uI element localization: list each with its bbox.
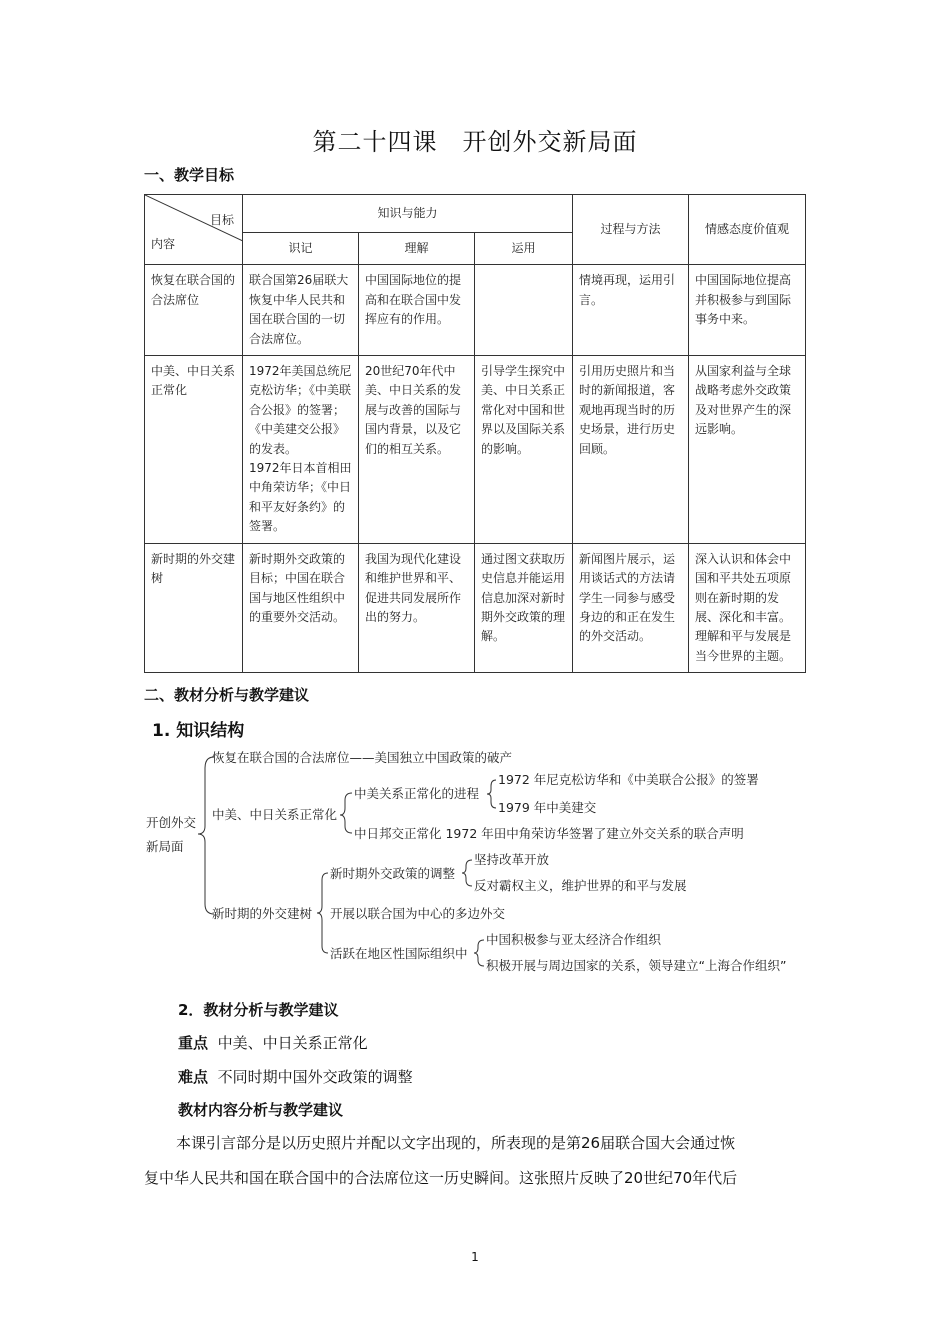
row3-apply: 通过图文获取历史信息并能运用信息加深对新时期外交政策的理解。 xyxy=(475,543,573,672)
tree-us-diplomatic-relations: 1979 年中美建交 xyxy=(498,800,597,815)
tree-sino-japan: 中日邦交正常化 1972 年田中角荣访华签署了建立外交关系的联合声明 xyxy=(354,826,744,841)
tree-sco: 积极开展与周边国家的关系，领导建立“上海合作组织” xyxy=(486,958,787,973)
row2-emotion: 从国家利益与全球战略考虑外交政策及对世界产生的深远影响。 xyxy=(689,356,806,544)
page-number: 1 xyxy=(471,1250,479,1264)
row1-content: 恢复在联合国的合法席位 xyxy=(145,265,243,356)
tree-branch-un-seat: 恢复在联合国的合法席位——美国独立中国政策的破产 xyxy=(212,750,513,765)
row2-understand: 20世纪70年代中美、中日关系的发展与改善的国际与国内背景，以及它们的相互关系。 xyxy=(359,356,475,544)
header-memory: 识记 xyxy=(243,233,359,265)
brace-b2a xyxy=(487,780,496,808)
tree-policy-adjustment: 新时期外交政策的调整 xyxy=(330,866,456,881)
row1-understand: 中国国际地位的提高和在联合国中发挥应有的作用。 xyxy=(359,265,475,356)
row2-apply: 引导学生探究中美、中日关系正常化对中国和世界以及国际关系的影响。 xyxy=(475,356,573,544)
section-heading-goals: 一、教学目标 xyxy=(144,166,235,184)
row3-memory: 新时期外交政策的目标；中国在联合国与地区性组织中的重要外交活动。 xyxy=(243,543,359,672)
header-emotion: 情感态度价值观 xyxy=(689,195,806,265)
header-apply: 运用 xyxy=(475,233,573,265)
row3-emotion: 深入认识和体会中国和平共处五项原则在新时期的发展、深化和丰富。理解和平与发展是当今世界的主题。 xyxy=(689,543,806,672)
brace-b3c xyxy=(474,940,484,966)
brace-b2 xyxy=(340,793,352,833)
tree-reform-opening: 坚持改革开放 xyxy=(474,852,550,867)
analysis-heading: 2．教材分析与教学建议 xyxy=(178,1001,339,1019)
goals-table xyxy=(144,194,806,673)
tree-branch-new-era: 新时期的外交建树 xyxy=(212,906,313,921)
row1-emotion: 中国国际地位提高并积极参与到国际事务中来。 xyxy=(689,265,806,356)
tree-multilateral: 开展以联合国为中心的多边外交 xyxy=(330,906,506,921)
row1-process: 情境再现，运用引言。 xyxy=(573,265,689,356)
brace-b3 xyxy=(317,873,328,953)
tree-root-line1: 开创外交 xyxy=(146,815,197,830)
tree-regional-orgs: 活跃在地区性国际组织中 xyxy=(330,946,468,961)
row1-memory: 联合国第26届联大恢复中华人民共和国在联合国的一切合法席位。 xyxy=(243,265,359,356)
tree-branch-normalization: 中美、中日关系正常化 xyxy=(212,807,338,822)
key-label: 重点 xyxy=(178,1034,209,1052)
tree-nixon-visit: 1972 年尼克松访华和《中美联合公报》的签署 xyxy=(498,772,759,787)
tree-apec: 中国积极参与亚太经济合作组织 xyxy=(486,932,662,947)
tree-root-line2: 新局面 xyxy=(146,839,184,854)
row3-understand: 我国为现代化建设和维护世界和平、促进共同发展所作出的努力。 xyxy=(359,543,475,672)
row3-content: 新时期的外交建树 xyxy=(145,543,243,672)
section-heading-analysis: 二、教材分析与教学建议 xyxy=(144,686,310,704)
header-process: 过程与方法 xyxy=(573,195,689,265)
row2-process: 引用历史照片和当时的新闻报道，客观地再现当时的历史场景，进行历史回顾。 xyxy=(573,356,689,544)
difficulty-label: 难点 xyxy=(178,1068,209,1086)
key-text: 中美、中日关系正常化 xyxy=(217,1034,368,1052)
body-paragraph-line2: 复中华人民共和国在联合国中的合法席位这一历史瞬间。这张照片反映了20世纪70年代后 xyxy=(144,1169,738,1187)
brace-b3a xyxy=(462,860,472,886)
diag-label-content: 内容 xyxy=(151,237,176,251)
row2-content: 中美、中日关系正常化 xyxy=(145,356,243,544)
difficulty-point xyxy=(178,1066,413,1087)
content-analysis-heading: 教材内容分析与教学建议 xyxy=(178,1101,344,1119)
row1-apply xyxy=(475,265,573,356)
header-knowledge: 知识与能力 xyxy=(243,195,573,233)
tree-sino-us-process: 中美关系正常化的进程 xyxy=(354,786,480,801)
header-understand: 理解 xyxy=(359,233,475,265)
row3-process: 新闻图片展示，运用谈话式的方法请学生一同参与感受身边的和正在发生的外交活动。 xyxy=(573,543,689,672)
page-title: 第二十四课 开创外交新局面 xyxy=(312,128,638,156)
key-point xyxy=(178,1032,368,1053)
row2-memory: 1972年美国总统尼克松访华；《中美联合公报》的签署；《中美建交公报》的发表。 1972年日本首相田中角荣访华；《中日和平友好条约》的签署。 xyxy=(243,356,359,544)
diag-label-target: 目标 xyxy=(209,213,234,227)
structure-heading: 1. 知识结构 xyxy=(152,721,245,741)
brace-root xyxy=(198,757,214,914)
body-paragraph-line1: 本课引言部分是以历史照片并配以文字出现的，所表现的是第26届联合国大会通过恢 xyxy=(176,1134,736,1152)
diagonal-header-cell xyxy=(145,195,243,265)
tree-anti-hegemony: 反对霸权主义，维护世界的和平与发展 xyxy=(474,878,687,893)
difficulty-text: 不同时期中国外交政策的调整 xyxy=(217,1068,413,1086)
